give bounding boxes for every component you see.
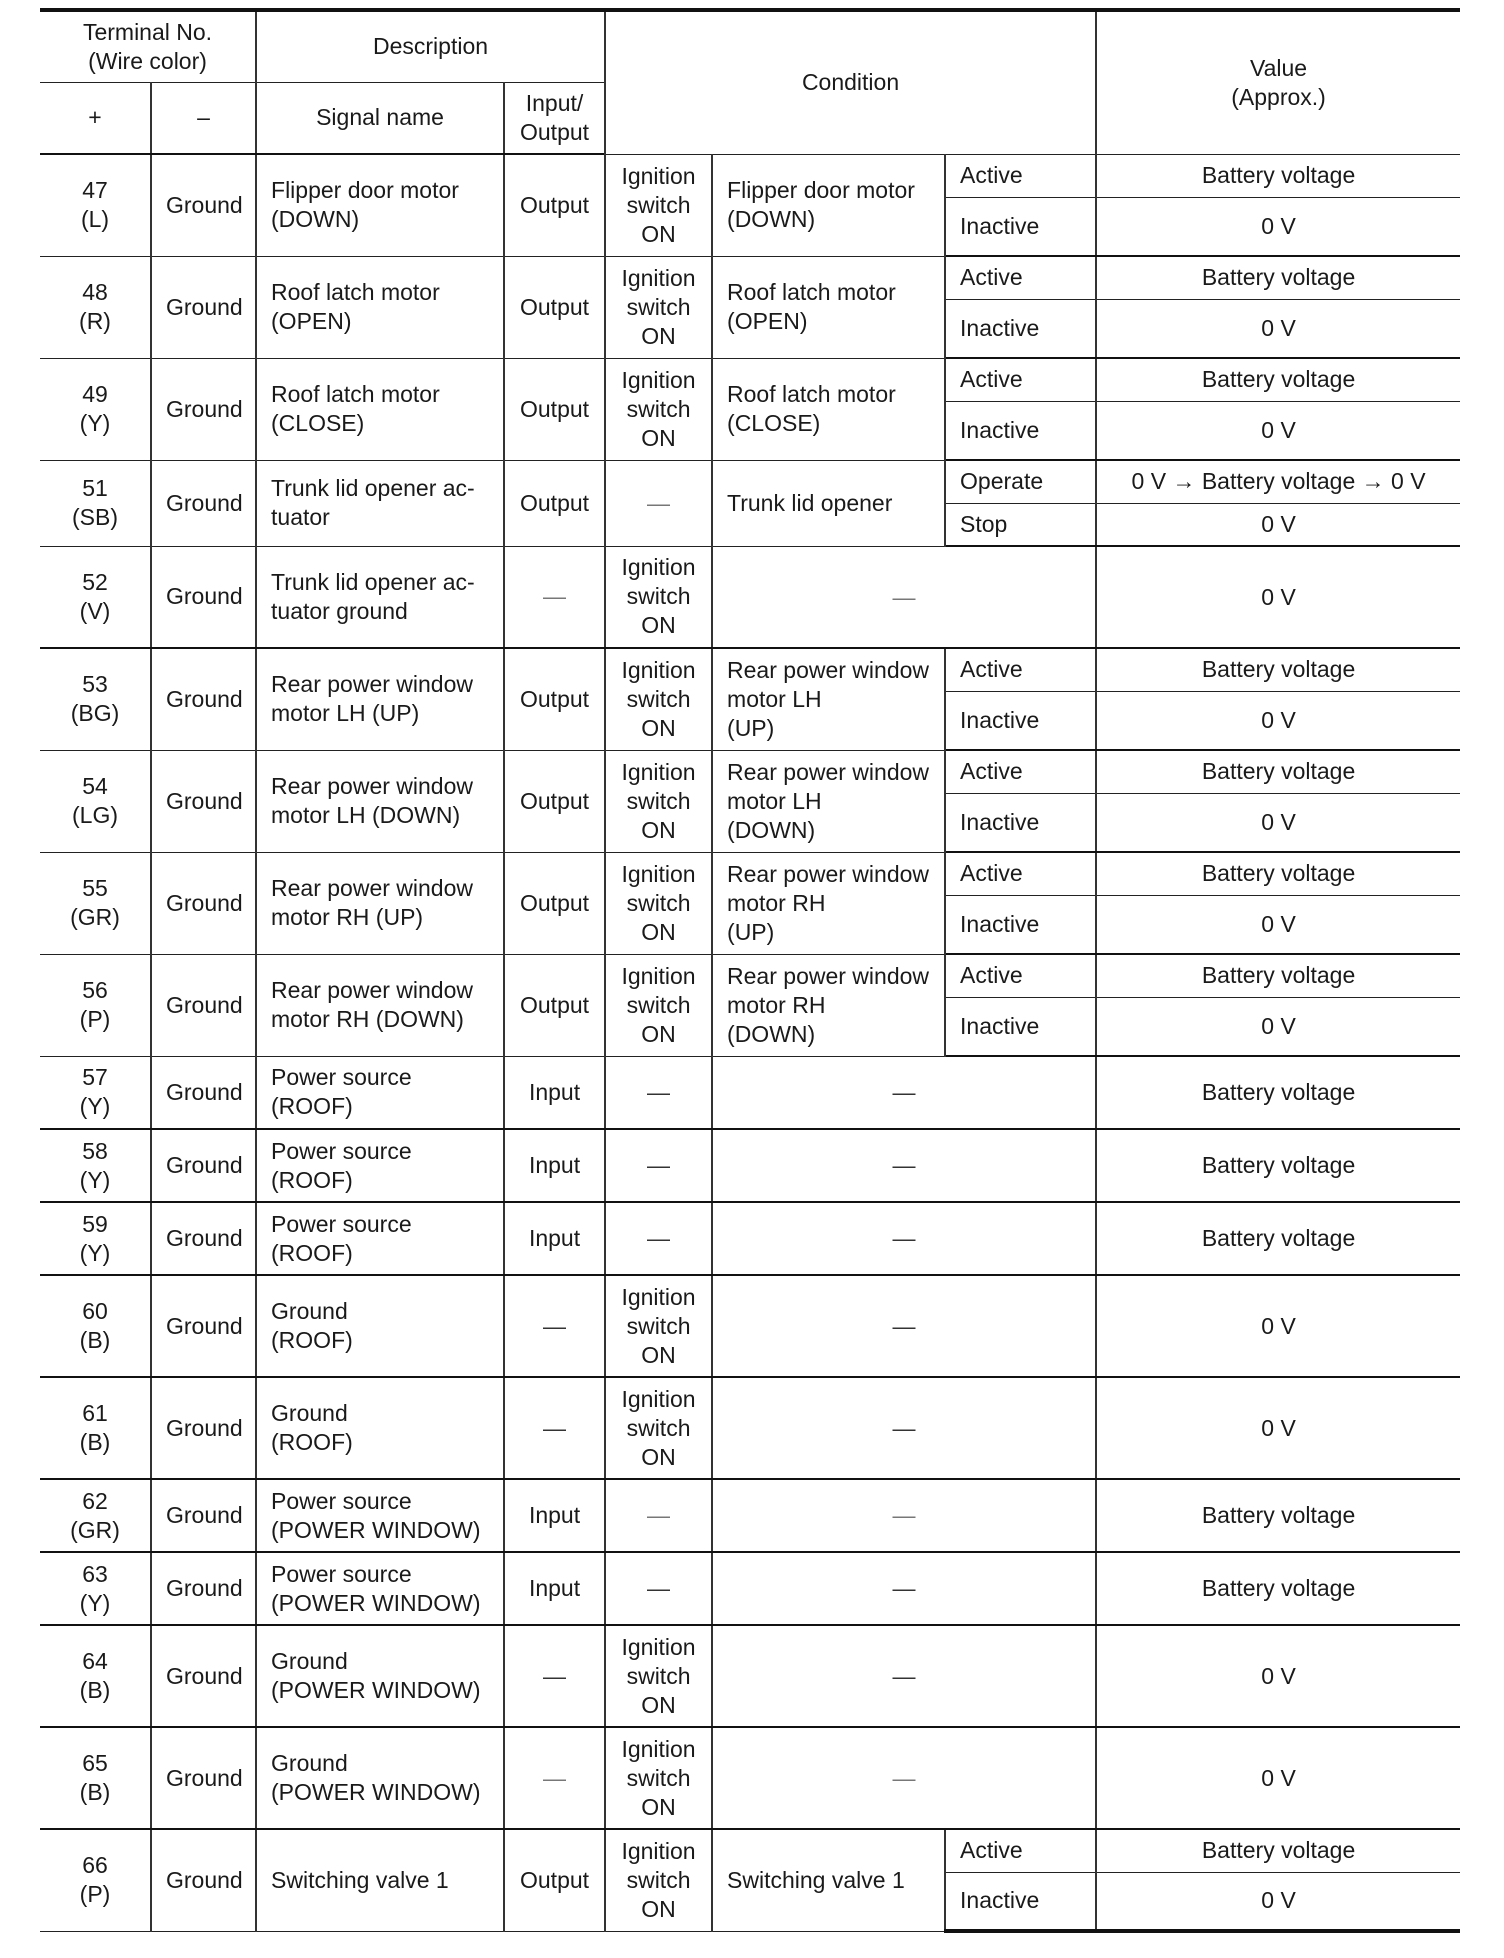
ignition-cell: —	[605, 460, 712, 546]
ground-cell: Ground	[151, 1625, 256, 1727]
value-cell: Battery voltage	[1096, 1202, 1460, 1275]
value-cell: Battery voltage	[1096, 750, 1460, 793]
table-row	[40, 1202, 1460, 1275]
ground-cell: Ground	[151, 1056, 256, 1129]
table-row	[40, 1727, 1460, 1829]
condition-cell: —	[712, 1479, 1096, 1552]
table-row	[40, 1275, 1460, 1377]
state-cell: Operate	[945, 460, 1096, 503]
condition-cell: —	[712, 1202, 1096, 1275]
value-cell: 0 V	[1096, 503, 1460, 546]
ignition-cell: Ignition switch ON	[605, 358, 712, 460]
header-minus: –	[151, 82, 256, 154]
value-cell: 0 V	[1096, 546, 1460, 648]
value-cell: 0 V → Battery voltage → 0 V	[1096, 460, 1460, 503]
ground-cell: Ground	[151, 954, 256, 1056]
ground-cell: Ground	[151, 1479, 256, 1552]
ground-cell: Ground	[151, 852, 256, 954]
header-row-1	[40, 10, 1460, 82]
io-cell: Input	[504, 1056, 605, 1129]
terminal-cell: 57 (Y)	[40, 1056, 151, 1129]
io-cell: —	[504, 1625, 605, 1727]
ignition-cell: Ignition switch ON	[605, 1377, 712, 1479]
signal-name-cell: Rear power window motor RH (DOWN)	[256, 954, 504, 1056]
io-cell: Output	[504, 1829, 605, 1931]
signal-name-cell: Trunk lid opener ac- tuator	[256, 460, 504, 546]
value-cell: 0 V	[1096, 1727, 1460, 1829]
condition-cell: Roof latch motor (OPEN)	[712, 256, 945, 358]
terminal-cell: 65 (B)	[40, 1727, 151, 1829]
table-row	[40, 1552, 1460, 1625]
io-cell: Output	[504, 852, 605, 954]
state-cell: Active	[945, 1829, 1096, 1872]
condition-cell: Switching valve 1	[712, 1829, 945, 1931]
state-cell: Active	[945, 648, 1096, 691]
terminal-cell: 54 (LG)	[40, 750, 151, 852]
ground-cell: Ground	[151, 1727, 256, 1829]
ignition-cell: —	[605, 1552, 712, 1625]
io-cell: Output	[504, 256, 605, 358]
io-cell: —	[504, 546, 605, 648]
table-row	[40, 358, 1460, 401]
signal-name-cell: Rear power window motor LH (DOWN)	[256, 750, 504, 852]
terminal-cell: 48 (R)	[40, 256, 151, 358]
condition-cell: Flipper door motor (DOWN)	[712, 154, 945, 256]
state-cell: Inactive	[945, 197, 1096, 256]
io-cell: Input	[504, 1202, 605, 1275]
table-body	[40, 154, 1460, 1931]
condition-cell: Roof latch motor (CLOSE)	[712, 358, 945, 460]
value-cell: Battery voltage	[1096, 1829, 1460, 1872]
table-row	[40, 1056, 1460, 1129]
value-cell: Battery voltage	[1096, 954, 1460, 997]
signal-name-cell: Trunk lid opener ac- tuator ground	[256, 546, 504, 648]
ground-cell: Ground	[151, 358, 256, 460]
ignition-cell: Ignition switch ON	[605, 154, 712, 256]
signal-name-cell: Switching valve 1	[256, 1829, 504, 1931]
signal-name-cell: Power source (POWER WINDOW)	[256, 1552, 504, 1625]
condition-cell: —	[712, 546, 1096, 648]
terminal-cell: 58 (Y)	[40, 1129, 151, 1202]
state-cell: Inactive	[945, 1872, 1096, 1931]
terminal-table-container	[40, 8, 1460, 1933]
state-cell: Inactive	[945, 299, 1096, 358]
value-cell: 0 V	[1096, 1275, 1460, 1377]
header-description: Description	[256, 10, 605, 82]
ground-cell: Ground	[151, 460, 256, 546]
value-cell: 0 V	[1096, 1625, 1460, 1727]
table-row	[40, 1479, 1460, 1552]
condition-cell: —	[712, 1056, 1096, 1129]
table-row	[40, 954, 1460, 997]
header-signal-name: Signal name	[256, 82, 504, 154]
io-cell: Input	[504, 1129, 605, 1202]
signal-name-cell: Ground (POWER WINDOW)	[256, 1727, 504, 1829]
ignition-cell: Ignition switch ON	[605, 954, 712, 1056]
ignition-cell: Ignition switch ON	[605, 648, 712, 750]
header-plus: +	[40, 82, 151, 154]
value-cell: 0 V	[1096, 401, 1460, 460]
ground-cell: Ground	[151, 648, 256, 750]
table-row	[40, 1829, 1460, 1872]
table-row	[40, 648, 1460, 691]
table-row	[40, 750, 1460, 793]
value-cell: Battery voltage	[1096, 648, 1460, 691]
value-cell: 0 V	[1096, 1872, 1460, 1931]
terminal-cell: 66 (P)	[40, 1829, 151, 1931]
io-cell: Output	[504, 954, 605, 1056]
state-cell: Inactive	[945, 793, 1096, 852]
terminal-signal-table	[40, 8, 1460, 1933]
state-cell: Active	[945, 750, 1096, 793]
ignition-cell: Ignition switch ON	[605, 1625, 712, 1727]
header-value: Value (Approx.)	[1096, 10, 1460, 154]
state-cell: Active	[945, 154, 1096, 197]
ground-cell: Ground	[151, 750, 256, 852]
signal-name-cell: Power source (ROOF)	[256, 1056, 504, 1129]
ignition-cell: —	[605, 1056, 712, 1129]
condition-cell: —	[712, 1727, 1096, 1829]
ground-cell: Ground	[151, 1552, 256, 1625]
ground-cell: Ground	[151, 1829, 256, 1931]
terminal-cell: 60 (B)	[40, 1275, 151, 1377]
signal-name-cell: Roof latch motor (OPEN)	[256, 256, 504, 358]
io-cell: Output	[504, 154, 605, 256]
header-condition: Condition	[605, 10, 1096, 154]
terminal-cell: 53 (BG)	[40, 648, 151, 750]
signal-name-cell: Flipper door motor (DOWN)	[256, 154, 504, 256]
condition-cell: Rear power window motor LH (DOWN)	[712, 750, 945, 852]
ignition-cell: Ignition switch ON	[605, 546, 712, 648]
value-cell: 0 V	[1096, 793, 1460, 852]
signal-name-cell: Power source (POWER WINDOW)	[256, 1479, 504, 1552]
table-row	[40, 460, 1460, 503]
value-cell: Battery voltage	[1096, 1552, 1460, 1625]
terminal-cell: 51 (SB)	[40, 460, 151, 546]
terminal-cell: 59 (Y)	[40, 1202, 151, 1275]
io-cell: —	[504, 1275, 605, 1377]
table-row	[40, 1377, 1460, 1479]
io-cell: Output	[504, 750, 605, 852]
state-cell: Inactive	[945, 401, 1096, 460]
condition-cell: Trunk lid opener	[712, 460, 945, 546]
io-cell: Input	[504, 1552, 605, 1625]
condition-cell: —	[712, 1275, 1096, 1377]
value-cell: Battery voltage	[1096, 1129, 1460, 1202]
header-terminal: Terminal No. (Wire color)	[40, 10, 256, 82]
condition-cell: —	[712, 1552, 1096, 1625]
value-cell: Battery voltage	[1096, 358, 1460, 401]
value-cell: 0 V	[1096, 691, 1460, 750]
ignition-cell: Ignition switch ON	[605, 1275, 712, 1377]
state-cell: Inactive	[945, 997, 1096, 1056]
condition-cell: —	[712, 1625, 1096, 1727]
ground-cell: Ground	[151, 1275, 256, 1377]
ignition-cell: Ignition switch ON	[605, 1727, 712, 1829]
io-cell: —	[504, 1727, 605, 1829]
table-row	[40, 852, 1460, 895]
signal-name-cell: Rear power window motor RH (UP)	[256, 852, 504, 954]
condition-cell: Rear power window motor RH (UP)	[712, 852, 945, 954]
value-cell: 0 V	[1096, 1377, 1460, 1479]
terminal-cell: 49 (Y)	[40, 358, 151, 460]
value-cell: Battery voltage	[1096, 1056, 1460, 1129]
state-cell: Inactive	[945, 691, 1096, 750]
state-cell: Stop	[945, 503, 1096, 546]
signal-name-cell: Rear power window motor LH (UP)	[256, 648, 504, 750]
value-cell: Battery voltage	[1096, 1479, 1460, 1552]
signal-name-cell: Ground (ROOF)	[256, 1275, 504, 1377]
state-cell: Inactive	[945, 895, 1096, 954]
ignition-cell: Ignition switch ON	[605, 1829, 712, 1931]
ground-cell: Ground	[151, 1202, 256, 1275]
ignition-cell: Ignition switch ON	[605, 256, 712, 358]
table-row	[40, 154, 1460, 197]
io-cell: Output	[504, 460, 605, 546]
io-cell: Input	[504, 1479, 605, 1552]
terminal-cell: 63 (Y)	[40, 1552, 151, 1625]
value-cell: Battery voltage	[1096, 256, 1460, 299]
signal-name-cell: Ground (ROOF)	[256, 1377, 504, 1479]
ground-cell: Ground	[151, 256, 256, 358]
value-cell: Battery voltage	[1096, 852, 1460, 895]
state-cell: Active	[945, 358, 1096, 401]
table-row	[40, 1625, 1460, 1727]
ignition-cell: Ignition switch ON	[605, 852, 712, 954]
ignition-cell: —	[605, 1202, 712, 1275]
signal-name-cell: Power source (ROOF)	[256, 1202, 504, 1275]
table-row	[40, 1129, 1460, 1202]
ground-cell: Ground	[151, 1129, 256, 1202]
terminal-cell: 64 (B)	[40, 1625, 151, 1727]
terminal-cell: 61 (B)	[40, 1377, 151, 1479]
terminal-cell: 52 (V)	[40, 546, 151, 648]
state-cell: Active	[945, 256, 1096, 299]
value-cell: 0 V	[1096, 299, 1460, 358]
terminal-cell: 56 (P)	[40, 954, 151, 1056]
header-input-output: Input/ Output	[504, 82, 605, 154]
io-cell: Output	[504, 648, 605, 750]
terminal-cell: 62 (GR)	[40, 1479, 151, 1552]
terminal-cell: 47 (L)	[40, 154, 151, 256]
condition-cell: —	[712, 1129, 1096, 1202]
condition-cell: Rear power window motor RH (DOWN)	[712, 954, 945, 1056]
io-cell: Output	[504, 358, 605, 460]
value-cell: 0 V	[1096, 997, 1460, 1056]
ground-cell: Ground	[151, 1377, 256, 1479]
state-cell: Active	[945, 954, 1096, 997]
signal-name-cell: Roof latch motor (CLOSE)	[256, 358, 504, 460]
state-cell: Active	[945, 852, 1096, 895]
terminal-cell: 55 (GR)	[40, 852, 151, 954]
ignition-cell: —	[605, 1129, 712, 1202]
io-cell: —	[504, 1377, 605, 1479]
signal-name-cell: Ground (POWER WINDOW)	[256, 1625, 504, 1727]
value-cell: Battery voltage	[1096, 154, 1460, 197]
ignition-cell: Ignition switch ON	[605, 750, 712, 852]
ignition-cell: —	[605, 1479, 712, 1552]
condition-cell: —	[712, 1377, 1096, 1479]
ground-cell: Ground	[151, 154, 256, 256]
signal-name-cell: Power source (ROOF)	[256, 1129, 504, 1202]
table-row	[40, 256, 1460, 299]
ground-cell: Ground	[151, 546, 256, 648]
value-cell: 0 V	[1096, 895, 1460, 954]
value-cell: 0 V	[1096, 197, 1460, 256]
condition-cell: Rear power window motor LH (UP)	[712, 648, 945, 750]
table-row	[40, 546, 1460, 648]
